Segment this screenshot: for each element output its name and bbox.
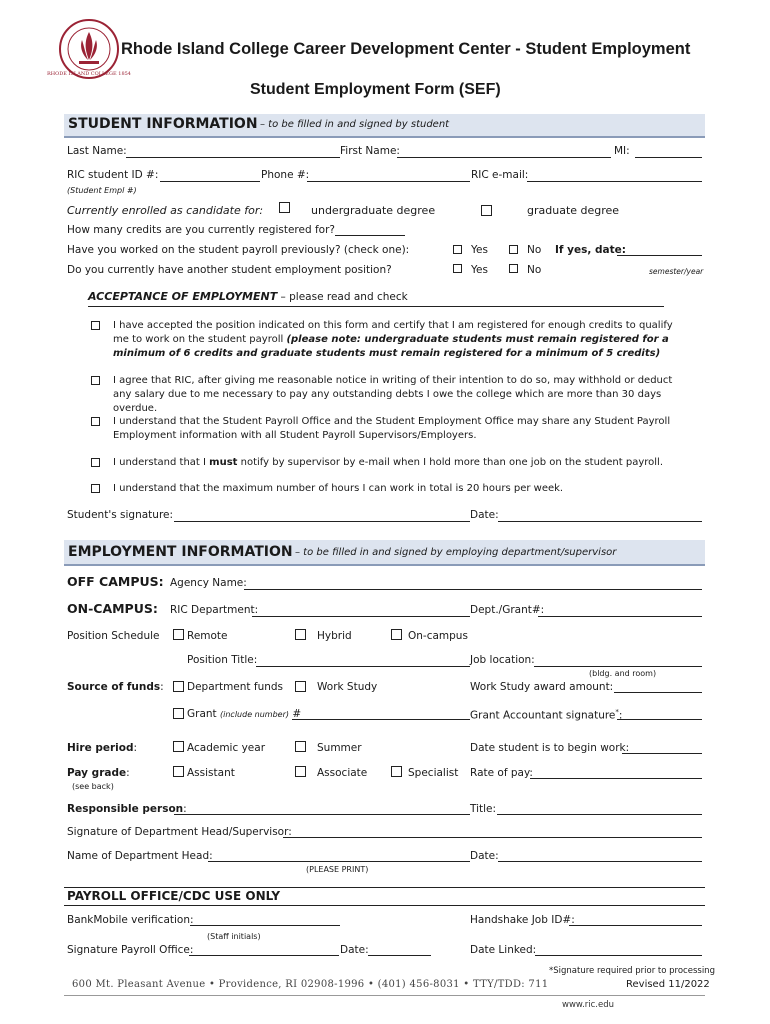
academic-year-label: Academic year	[187, 742, 266, 754]
worked-no-label: No	[527, 244, 542, 256]
another-no-label: No	[527, 264, 542, 276]
student-info-subtitle: – to be filled in and signed by student	[260, 119, 450, 130]
title-field[interactable]	[497, 814, 702, 815]
assistant-label: Assistant	[187, 767, 235, 779]
student-info-title: STUDENT INFORMATION	[68, 116, 258, 132]
worked-no-checkbox[interactable]	[509, 245, 518, 254]
acceptance-title: ACCEPTANCE OF EMPLOYMENT	[88, 290, 278, 303]
date-linked-label: Date Linked:	[470, 944, 537, 956]
ric-id-field[interactable]	[160, 181, 260, 182]
dept-head-date-field[interactable]	[498, 861, 702, 862]
worked-yes-label: Yes	[471, 244, 488, 256]
bankmobile-label: BankMobile verification:	[67, 914, 194, 926]
credits-label: How many credits are you currently registered for?	[67, 224, 335, 236]
acceptance-subtitle: – please read and check	[280, 291, 408, 303]
credits-field[interactable]	[335, 235, 405, 236]
assistant-checkbox[interactable]	[173, 766, 184, 777]
student-empl-note: (Student Empl #)	[67, 186, 137, 195]
sig-dept-head-label: Signature of Department Head/Supervisor:	[67, 826, 292, 838]
responsible-person-label: Responsible person:	[67, 803, 187, 815]
position-title-label: Position Title:	[187, 654, 258, 666]
off-campus-label: OFF CAMPUS:	[67, 574, 164, 589]
grant-accountant-label: Grant Accountant signature*:	[470, 708, 623, 722]
associate-checkbox[interactable]	[295, 766, 306, 777]
grant-number-field[interactable]	[292, 719, 470, 720]
accept-item2-text: I agree that RIC, after giving me reasonable notice in writing of their intention to do so, may withhold or deduct any salary due to me necessary to pay any outstanding debts I owe the college which are more than 30 days overdue.	[113, 375, 673, 414]
employment-info-title: EMPLOYMENT INFORMATION	[68, 544, 293, 560]
hybrid-label: Hybrid	[317, 630, 352, 642]
job-location-field[interactable]	[534, 666, 702, 667]
ric-department-field[interactable]	[252, 616, 470, 617]
payroll-date-field[interactable]	[368, 955, 431, 956]
worked-yes-checkbox[interactable]	[453, 245, 462, 254]
bldg-room-note: (bldg. and room)	[589, 669, 657, 678]
on-campus-label: ON-CAMPUS:	[67, 601, 158, 616]
ric-department-label: RIC Department:	[170, 604, 259, 616]
remote-checkbox[interactable]	[173, 629, 184, 640]
staff-initials-note: (Staff initials)	[207, 932, 261, 941]
agency-name-label: Agency Name:	[170, 577, 247, 589]
department-funds-checkbox[interactable]	[173, 681, 184, 692]
sig-dept-head-field[interactable]	[283, 837, 702, 838]
work-study-award-label: Work Study award amount:	[470, 681, 614, 693]
enrolled-label: Currently enrolled as candidate for:	[67, 204, 264, 217]
mi-label: MI:	[614, 145, 630, 157]
job-location-label: Job location:	[470, 654, 535, 666]
phone-label: Phone #:	[261, 169, 310, 181]
another-no-checkbox[interactable]	[509, 264, 518, 273]
undergrad-checkbox[interactable]	[279, 202, 290, 213]
associate-label: Associate	[317, 767, 368, 779]
work-study-checkbox[interactable]	[295, 681, 306, 692]
employment-info-section-bar	[64, 540, 705, 566]
revised-date: Revised 11/2022	[626, 979, 710, 990]
footer-divider	[64, 995, 705, 996]
email-label: RIC e-mail:	[471, 169, 529, 181]
on-campus-option-label: On-campus	[408, 630, 468, 642]
please-print-note: (PLEASE PRINT)	[306, 865, 369, 874]
payroll-section-bar	[64, 887, 705, 906]
grant-accountant-field[interactable]	[617, 719, 702, 720]
position-schedule-label: Position Schedule	[67, 630, 160, 642]
accept-item2-checkbox[interactable]	[91, 376, 100, 385]
phone-field[interactable]	[307, 181, 470, 182]
academic-year-checkbox[interactable]	[173, 741, 184, 752]
website-link[interactable]: www.ric.edu	[562, 1000, 615, 1010]
date-begin-label: Date student is to begin work:	[470, 742, 630, 754]
grant-checkbox[interactable]	[173, 708, 184, 719]
bankmobile-field[interactable]	[190, 925, 340, 926]
ric-id-label: RIC student ID #:	[67, 169, 159, 181]
undergrad-label: undergraduate degree	[311, 204, 436, 217]
payroll-date-label: Date:	[340, 944, 369, 956]
department-funds-label: Department funds	[187, 681, 284, 693]
dept-head-date-label: Date:	[470, 850, 499, 862]
specialist-checkbox[interactable]	[391, 766, 402, 777]
work-study-award-field[interactable]	[614, 692, 702, 693]
signature-required-note: *Signature required prior to processing	[549, 966, 715, 976]
semester-year-note: semester/year	[649, 267, 704, 276]
see-back-note: (see back)	[72, 782, 114, 791]
accept-item1-text: I have accepted the position indicated on this form and certify that I am registered for enough credits to qualify me to work on the student payroll (please note: undergraduate students must remain registered for a minimum of 6 credits and graduate students must remain registered for a minimum of 5 credits)	[113, 320, 673, 359]
summer-checkbox[interactable]	[295, 741, 306, 752]
date-linked-field[interactable]	[535, 955, 702, 956]
remote-label: Remote	[187, 630, 228, 642]
hybrid-checkbox[interactable]	[295, 629, 306, 640]
handshake-field[interactable]	[569, 925, 702, 926]
sig-payroll-label: Signature Payroll Office:	[67, 944, 194, 956]
dept-grant-label: Dept./Grant#:	[470, 604, 545, 616]
hire-period-label: Hire period:	[67, 742, 138, 754]
accept-item5-text: I understand that the maximum number of hours I can work in total is 20 hours per week.	[113, 483, 564, 494]
first-name-label: First Name:	[340, 145, 400, 157]
work-study-label: Work Study	[317, 681, 378, 693]
student-date-label: Date:	[470, 509, 499, 521]
name-dept-head-field[interactable]	[208, 861, 470, 862]
svg-text:RHODE ISLAND COLLEGE 1854: RHODE ISLAND COLLEGE 1854	[47, 71, 131, 77]
sig-payroll-field[interactable]	[189, 955, 339, 956]
if-yes-date-field[interactable]	[617, 255, 702, 256]
on-campus-checkbox[interactable]	[391, 629, 402, 640]
accept-item4-text: I understand that I must notify by supervisor by e-mail when I hold more than one job on the student payroll.	[113, 457, 664, 468]
last-name-field[interactable]	[126, 157, 340, 158]
if-yes-date-label: If yes, date:	[555, 244, 626, 256]
payroll-title: PAYROLL OFFICE/CDC USE ONLY	[67, 889, 281, 903]
accept-item5-checkbox[interactable]	[91, 484, 100, 493]
student-signature-label: Student's signature:	[67, 509, 174, 521]
dept-grant-field[interactable]	[538, 616, 702, 617]
agency-name-field[interactable]	[244, 589, 702, 590]
email-field[interactable]	[527, 181, 702, 182]
pay-grade-label: Pay grade:	[67, 767, 130, 779]
specialist-label: Specialist	[408, 767, 459, 779]
grad-label: graduate degree	[527, 204, 620, 217]
grant-label: Grant (include number) #	[187, 708, 302, 720]
position-title-field[interactable]	[256, 666, 470, 667]
rate-of-pay-label: Rate of pay:	[470, 767, 533, 779]
another-position-label: Do you currently have another student employment position?	[67, 264, 392, 276]
accept-item3-text: I understand that the Student Payroll Office and the Student Employment Office may share any Student Payroll Employment information with all Student Payroll Supervisors/Employers.	[113, 416, 671, 441]
form-subtitle: Student Employment Form (SEF)	[250, 81, 501, 98]
source-of-funds-label: Source of funds:	[67, 681, 164, 693]
name-dept-head-label: Name of Department Head:	[67, 850, 213, 862]
another-yes-checkbox[interactable]	[453, 264, 462, 273]
worked-previously-label: Have you worked on the student payroll previously? (check one):	[67, 244, 410, 256]
college-address: 600 Mt. Pleasant Avenue • Providence, RI 02908-1996 • (401) 456-8031 • TTY/TDD: 711	[72, 979, 549, 990]
accept-item1-checkbox[interactable]	[91, 321, 100, 330]
student-signature-field[interactable]	[174, 521, 470, 522]
student-date-field[interactable]	[498, 521, 702, 522]
title-label: Title:	[470, 803, 497, 815]
mi-field[interactable]	[635, 157, 702, 158]
date-begin-field[interactable]	[622, 753, 702, 754]
last-name-label: Last Name:	[67, 145, 127, 157]
accept-item3-checkbox[interactable]	[91, 417, 100, 426]
handshake-label: Handshake Job ID#:	[470, 914, 575, 926]
summer-label: Summer	[317, 742, 362, 754]
grad-checkbox[interactable]	[481, 205, 492, 216]
college-seal-logo	[47, 18, 131, 80]
accept-item4-checkbox[interactable]	[91, 458, 100, 467]
responsible-person-field[interactable]	[174, 814, 470, 815]
another-yes-label: Yes	[471, 264, 488, 276]
first-name-field[interactable]	[397, 157, 611, 158]
form-header-title: Rhode Island College Career Development Center - Student Employment	[121, 40, 691, 58]
acceptance-header	[88, 290, 664, 307]
employment-info-subtitle: – to be filled in and signed by employing department/supervisor	[295, 547, 617, 558]
rate-of-pay-field[interactable]	[530, 778, 702, 779]
student-info-section-bar	[64, 114, 705, 138]
